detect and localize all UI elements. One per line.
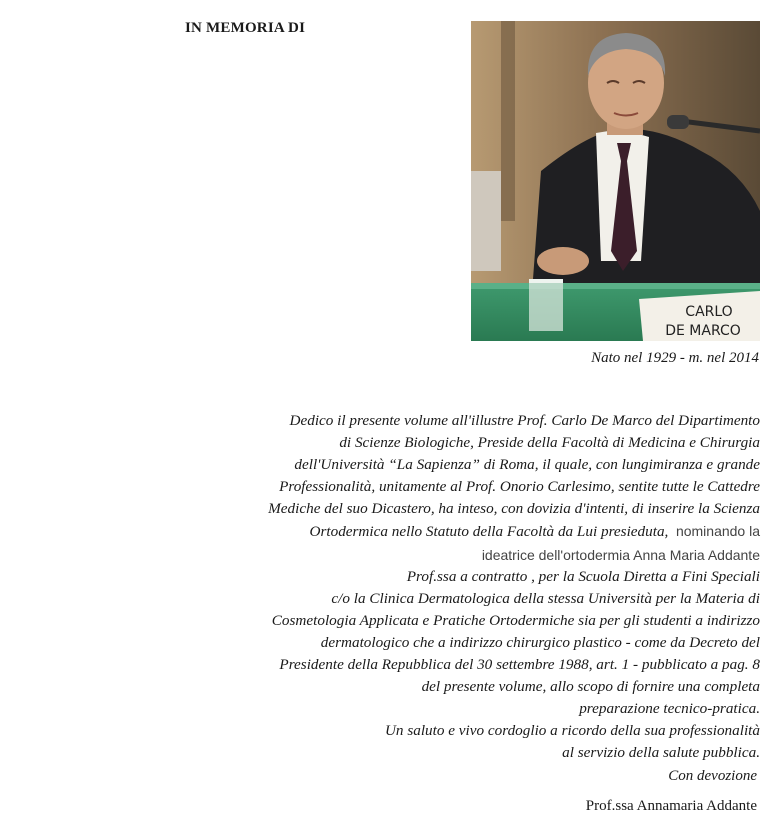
dedication-line: dermatologico che a indirizzo chirurgico plastico - come da Decreto del <box>320 633 760 651</box>
closing-text: Con devozione <box>668 768 757 784</box>
dedication-line: Prof.ssa a contratto , per la Scuola Diretta a Fini Speciali <box>406 567 760 585</box>
signature: Prof.ssa Annamaria Addante <box>585 798 757 814</box>
dedication-line-overlay: ideatrice dell'ortodermia Anna Maria Addante <box>481 546 760 563</box>
dedication-line: Professionalità, unitamente al Prof. Onorio Carlesimo, sentite tutte le Cattedre <box>279 478 760 496</box>
inserted-phrase: nominando la <box>675 523 760 540</box>
dedication-line: preparazione tecnico-pratica. <box>579 700 760 718</box>
dedication-line: di Scienze Biologiche, Preside della Facoltà di Medicina e Chirurgia <box>339 434 760 452</box>
dedication-line: Mediche del suo Dicastero, ha inteso, con dovizia d'intenti, di inserire la Scienza <box>268 500 760 518</box>
dedication-line: Dedico il presente volume all'illustre Prof. Carlo De Marco del Dipartimento <box>289 412 760 429</box>
dedication-line: al servizio della salute pubblica. <box>562 744 760 762</box>
dedication-line: c/o la Clinica Dermatologica della stessa Università per la Materia di <box>331 589 760 607</box>
nameplate-line1: CARLO <box>685 304 733 320</box>
dedication-line-with-insert <box>160 520 760 543</box>
dedication-line: Cosmetologia Applicata e Pratiche Ortodermiche sia per gli studenti a indirizzo <box>271 611 760 629</box>
dedication-line: dell'Università “La Sapienza” di Roma, il quale, con lungimiranza e grande <box>294 456 760 474</box>
dedication-line: Un saluto e vivo cordoglio a ricordo della sua professionalità <box>384 722 760 740</box>
dedication-line: Presidente della Repubblica del 30 settembre 1988, art. 1 - pubblicato a pag. 8 <box>279 656 760 674</box>
dedication-text <box>160 410 760 765</box>
nameplate-line2: DE MARCO <box>665 323 741 339</box>
photo-caption: Nato nel 1929 - m. nel 2014 <box>591 350 759 366</box>
dedication-line: del presente volume, allo scopo di fornire una completa <box>421 678 760 696</box>
dedication-line: Ortodermica nello Statuto della Facoltà da Lui presieduta, <box>309 523 669 541</box>
portrait-photo <box>471 21 760 341</box>
page-heading: IN MEMORIA DI <box>185 20 306 36</box>
